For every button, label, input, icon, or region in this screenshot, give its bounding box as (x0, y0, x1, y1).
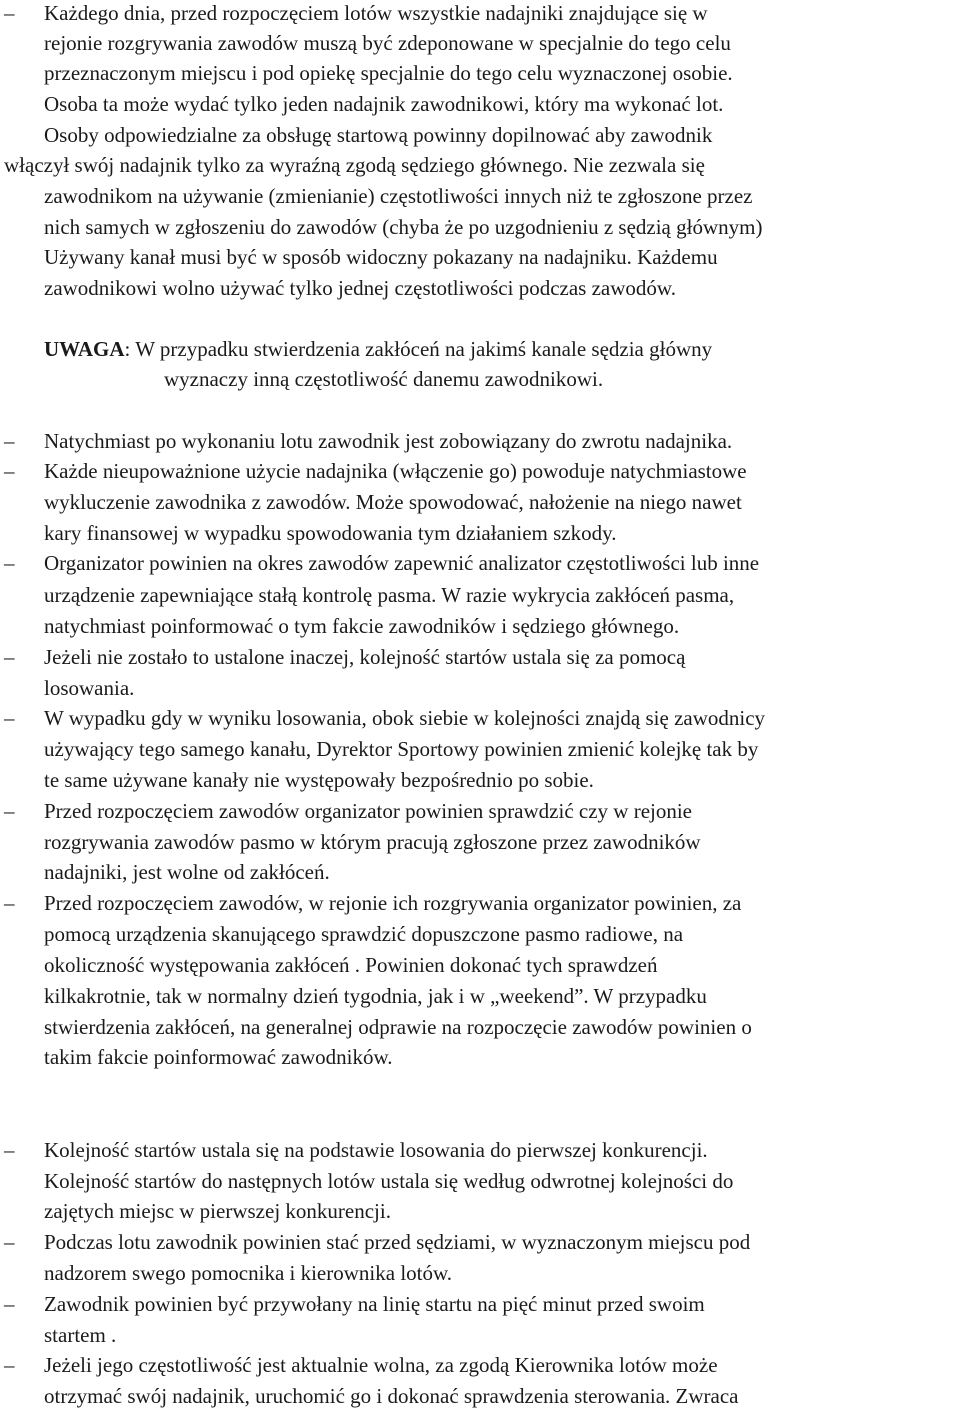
text-line: okoliczność występowania zakłóceń . Powinien dokonać tych sprawdzeń (44, 953, 658, 977)
text-line: nadajniki, jest wolne od zakłóceń. (44, 860, 330, 884)
text-line: te same używane kanały nie występowały bezpośrednio po sobie. (44, 768, 594, 792)
text-line: nich samych w zgłoszeniu do zawodów (chyba że po uzgodnieniu z sędzią głównym) (44, 215, 763, 239)
text-line: losowania. (44, 676, 135, 700)
text-line: Jeżeli nie zostało to ustalone inaczej, kolejność startów ustala się za pomocą (44, 645, 686, 669)
text-line: przeznaczonym miejscu i pod opiekę specjalnie do tego celu wyznaczonej osobie. (44, 61, 733, 85)
text-line: Jeżeli jego częstotliwość jest aktualnie wolna, za zgodą Kierownika lotów może (44, 1353, 718, 1377)
text-line: Używany kanał musi być w sposób widoczny pokazany na nadajniku. Każdemu (44, 245, 718, 269)
list-dash: – (4, 1, 15, 25)
text-line: Każdego dnia, przed rozpoczęciem lotów wszystkie nadajniki znajdujące się w (44, 1, 708, 25)
list-dash: – (4, 706, 15, 730)
text-line: natychmiast poinformować o tym fakcie zawodników i sędziego głównego. (44, 614, 680, 638)
text-line: wykluczenie zawodnika z zawodów. Może spowodować, nałożenie na niego nawet (44, 490, 742, 514)
note-line-2: wyznaczy inną częstotliwość danemu zawodnikowi. (164, 367, 604, 391)
list-dash: – (4, 429, 15, 453)
list-dash: – (4, 891, 15, 915)
text-line: W wypadku gdy w wyniku losowania, obok siebie w kolejności znajdą się zawodnicy (44, 706, 766, 730)
text-line: zajętych miejsc w pierwszej konkurencji. (44, 1199, 391, 1223)
text-line: zawodnikom na używanie (zmienianie) częstotliwości innych niż te zgłoszone przez (44, 184, 753, 208)
text-line: zawodnikowi wolno używać tylko jednej częstotliwości podczas zawodów. (44, 276, 676, 300)
text-line: stwierdzenia zakłóceń, na generalnej odprawie na rozpoczęcie zawodów powinien o (44, 1015, 752, 1039)
text-line: włączył swój nadajnik tylko za wyraźną zgodą sędziego głównego. Nie zezwala się (4, 153, 705, 177)
text-line: Zawodnik powinien być przywołany na linię startu na pięć minut przed swoim (44, 1292, 705, 1316)
list-dash: – (4, 551, 15, 575)
list-dash: – (4, 1353, 15, 1377)
list-dash: – (4, 459, 15, 483)
text-line: pomocą urządzenia skanującego sprawdzić dopuszczone pasmo radiowe, na (44, 922, 684, 946)
text-line: Osoba ta może wydać tylko jeden nadajnik zawodnikowi, który ma wykonać lot. (44, 92, 724, 116)
text-line: Kolejność startów ustala się na podstawie losowania do pierwszej konkurencji. (44, 1138, 708, 1162)
list-dash: – (4, 645, 15, 669)
list-dash: – (4, 1138, 15, 1162)
text-line: startem . (44, 1323, 117, 1347)
note-label: UWAGA (44, 337, 125, 361)
text-line: Organizator powinien na okres zawodów zapewnić analizator częstotliwości lub inne (44, 551, 760, 575)
text-line: Przed rozpoczęciem zawodów organizator powinien sprawdzić czy w rejonie (44, 799, 693, 823)
text-line: rejonie rozgrywania zawodów muszą być zdeponowane w specjalnie do tego celu (44, 31, 731, 55)
text-line: rozgrywania zawodów pasmo w którym pracują zgłoszone przez zawodników (44, 830, 701, 854)
text-line: używający tego samego kanału, Dyrektor Sportowy powinien zmienić kolejkę tak by (44, 737, 759, 761)
text-line: urządzenie zapewniające stałą kontrolę pasma. W razie wykrycia zakłóceń pasma, (44, 583, 735, 607)
text-line: Przed rozpoczęciem zawodów, w rejonie ich rozgrywania organizator powinien, za (44, 891, 742, 915)
text-line: kary finansowej w wypadku spowodowania tym działaniem szkody. (44, 521, 617, 545)
text-line: kilkakrotnie, tak w normalny dzień tygodnia, jak i w „weekend”. W przypadku (44, 984, 707, 1008)
list-dash: – (4, 1292, 15, 1316)
text-line: Kolejność startów do następnych lotów ustala się według odwrotnej kolejności do (44, 1169, 734, 1193)
text-line: Podczas lotu zawodnik powinien stać przed sędziami, w wyznaczonym miejscu pod (44, 1230, 751, 1254)
text-line: Natychmiast po wykonaniu lotu zawodnik jest zobowiązany do zwrotu nadajnika. (44, 429, 733, 453)
list-dash: – (4, 799, 15, 823)
note-text: : W przypadku stwierdzenia zakłóceń na jakimś kanale sędzia główny (124, 337, 713, 361)
note-line (44, 334, 712, 364)
text-line: Osoby odpowiedzialne za obsługę startową powinny dopilnować aby zawodnik (44, 123, 713, 147)
text-line: takim fakcie poinformować zawodników. (44, 1045, 393, 1069)
text-line: otrzymać swój nadajnik, uruchomić go i dokonać sprawdzenia sterowania. Zwraca (44, 1384, 739, 1408)
text-line: nadzorem swego pomocnika i kierownika lotów. (44, 1261, 453, 1285)
text-line: Każde nieupoważnione użycie nadajnika (włączenie go) powoduje natychmiastowe (44, 459, 747, 483)
list-dash: – (4, 1230, 15, 1254)
